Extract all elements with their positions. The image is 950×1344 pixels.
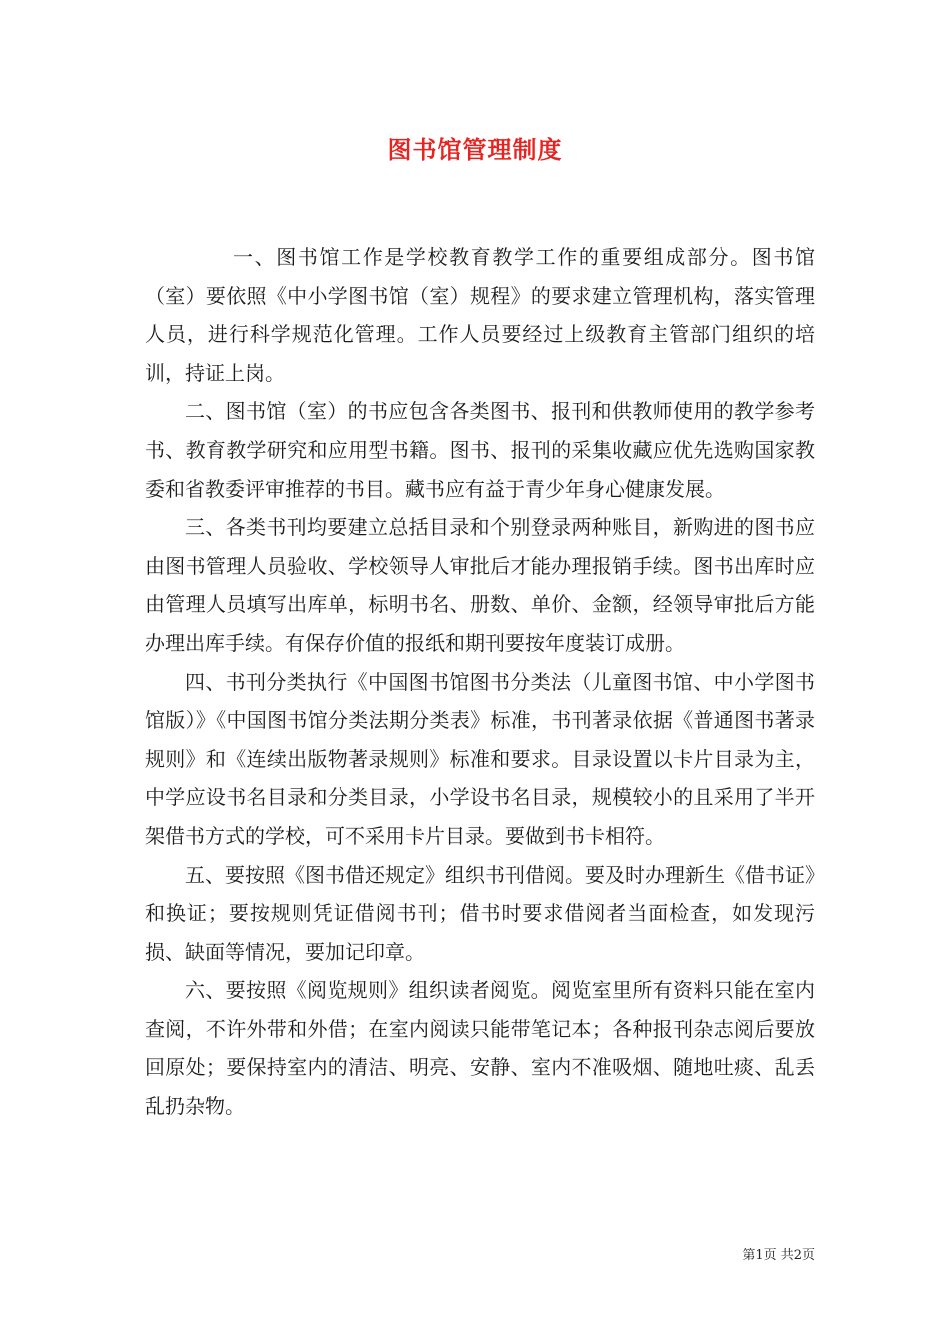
paragraph-6: 六、要按照《阅览规则》组织读者阅览。阅览室里所有资料只能在室内查阅，不许外带和外借；在室内阅读只能带笔记本；各种报刊杂志阅后要放回原处；要保持室内的清洁、明亮、安静、室内不准吸烟、随地吐痰、乱丢乱扔杂物。: [145, 978, 815, 1119]
paragraph-2: 二、图书馆（室）的书应包含各类图书、报刊和供教师使用的教学参考书、教育教学研究和应用型书籍。图书、报刊的采集收藏应优先选购国家教委和省教委评审推荐的书目。藏书应有益于青少年身心健康发展。: [145, 399, 815, 501]
paragraph-5: 五、要按照《图书借还规定》组织书刊借阅。要及时办理新生《借书证》和换证；要按规则凭证借阅书刊；借书时要求借阅者当面检查，如发现污损、缺面等情况，要加记印章。: [145, 862, 815, 964]
paragraph-1: 一、图书馆工作是学校教育教学工作的重要组成部分。图书馆（室）要依照《中小学图书馆（室）规程》的要求建立管理机构，落实管理人员，进行科学规范化管理。工作人员要经过上级教育主管部门组织的培训，持证上岗。: [145, 245, 815, 385]
paragraph-3: 三、各类书刊均要建立总括目录和个别登录两种账目，新购进的图书应由图书管理人员验收、学校领导人审批后才能办理报销手续。图书出库时应由管理人员填写出库单，标明书名、册数、单价、金额，经领导审批后方能办理出库手续。有保存价值的报纸和期刊要按年度装订成册。: [145, 515, 815, 655]
document-title: 图书馆管理制度: [387, 136, 563, 164]
page-number: 第1页 共2页: [742, 1248, 815, 1263]
document-body: [145, 238, 815, 1126]
paragraph-4: 四、书刊分类执行《中国图书馆图书分类法（儿童图书馆、中小学图书馆版）》《中国图书馆分类法期分类表》标准，书刊著录依据《普通图书著录规则》和《连续出版物著录规则》标准和要求。目录设置以卡片目录为主，中学应设书名目录和分类目录，小学设书名目录，规模较小的且采用了半开架借书方式的学校，可不采用卡片目录。要做到书卡相符。: [145, 669, 815, 848]
